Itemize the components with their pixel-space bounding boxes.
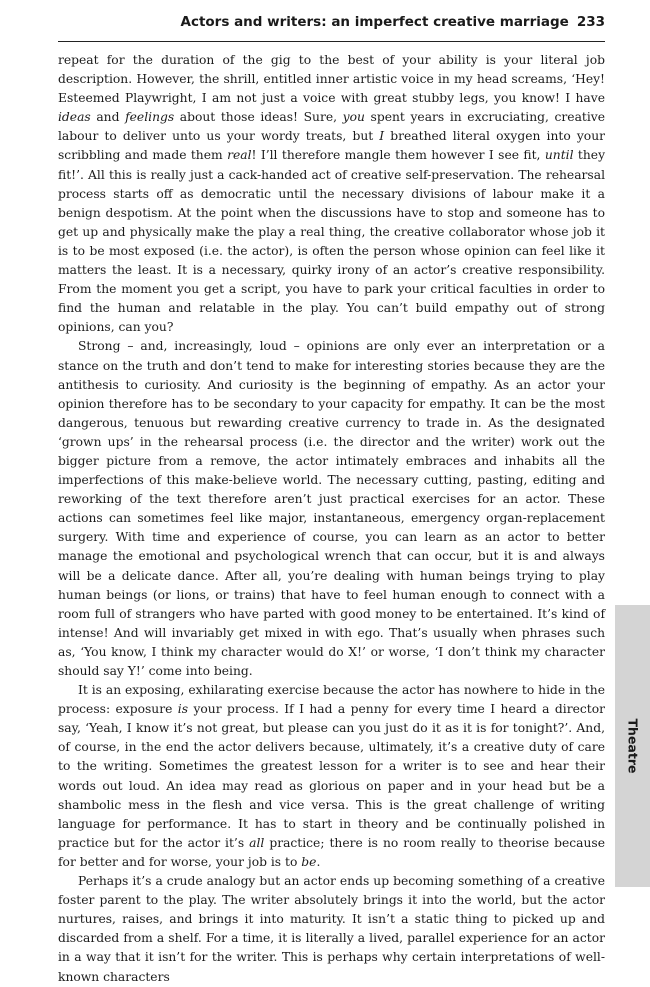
italic-text: is (177, 702, 189, 717)
paragraph (58, 337, 605, 681)
section-thumb-tab (615, 605, 650, 887)
italic-text: you (342, 110, 365, 125)
text-run: repeat for the duration of the gig to the best of your ability is your literal job description. However, the shrill, entitled inner artistic voice in my head screams, ‘Hey! Esteemed Playwright, I am not just a voice with great stubby legs, you know! I have (58, 53, 605, 106)
text-run: practice; there is no room really to theorise because for better and for worse, your job is to (58, 835, 605, 869)
text-run: It is an exposing, exhilarating exercise because the actor has nowhere to hide in the process: exposure (58, 683, 605, 717)
text-run: Strong – and, increasingly, loud – opinions are only ever an interpretation or a stance on the truth and don’t tend to make for interesting stories because they are the antithesis to curiosity. And curiosity is the beginning of empathy. As an actor your opinion therefore has to be secondary to your capacity for empathy. It can be the most dangerous, tenuous but rewarding creative currency to trade in. As the designated ‘grown ups’ in the rehearsal process (i.e. the director and the writer) work out the bigger picture from a remove, the actor intimately embraces and inhabits all the imperfections of this make-believe world. The necessary cutting, pasting, editing and reworking of the text therefore aren’t just practical exercises for an actor. These actions can sometimes feel like major, instantaneous, emergency organ-replacement surgery. With time and experience of course, you can learn as an actor to better manage the emotional and psychological wrench that can occur, but it is and always will be a delicate dance. After all, you’re dealing with human beings trying to play human beings (or lions, or trains) that have to feel human enough to connect with a room full of strangers who have parted with good money to be entertained. It’s kind of intense! And will invariably get mixed in with ego. That’s usually when phrases such as, ‘You know, I think my character would do X!’ or worse, ‘I don’t think my character should say Y!’ come into being. (58, 339, 605, 678)
section-label: Theatre (625, 718, 640, 774)
text-run: they fit!’. All this is really just a cack-handed act of creative self-preservation. The rehearsal process starts off as democratic until the necessary divisions of labour make it a benign despotism. At the point when the discussions have to stop and someone has to get up and physically make the play a real thing, the creative collaborator whose job it is to be most exposed (i.e. the actor), is often the person whose opinion can feel like it matters the least. It is a necessary, quirky irony of an actor’s creative responsibility. From the moment you get a script, you have to park your critical faculties in order to find the human and relatable in the play. You can’t build empathy out of strong opinions, can you? (58, 148, 606, 335)
chapter-title: Actors and writers: an imperfect creative marriage (180, 14, 569, 30)
italic-text: I (379, 129, 385, 144)
header-rule (58, 41, 605, 42)
italic-text: feelings (125, 110, 175, 125)
text-run: breathed literal oxygen into your scribbling and made them (58, 129, 605, 163)
page-number: 233 (576, 14, 605, 30)
text-run: and (90, 110, 126, 125)
italic-text: until (544, 148, 574, 163)
text-run: ! I’ll therefore mangle them however I see fit, (251, 148, 545, 163)
body-text (58, 51, 605, 987)
running-head (58, 14, 605, 30)
text-run: . (316, 854, 321, 869)
text-run: Perhaps it’s a crude analogy but an actor ends up becoming something of a creative foster parent to the play. The writer absolutely brings it into the world, but the actor nurtures, raises, and brings it into maturity. It isn’t a static thing to picked up and discarded from a shelf. For a time, it is literally a lived, parallel experience for an actor in a way that it isn’t for the writer. This is perhaps why certain interpretations of well-known characters (58, 874, 605, 984)
paragraph (58, 872, 605, 987)
italic-text: ideas (58, 110, 91, 125)
text-run: about those ideas! Sure, (174, 110, 343, 125)
italic-text: real (227, 148, 252, 163)
italic-text: be (301, 854, 317, 869)
text-run: your process. If I had a penny for every time I heard a director say, ‘Yeah, I know it’s not great, but please can you just do it as it is for tonight?’. And, of course, in the end the actor delivers because, ultimately, it’s a creative duty of care to the writing. Sometimes the greatest lesson for a writer is to see and hear their words out loud. An idea may read as glorious on paper and in your head but be a shambolic mess in the flesh and vice versa. This is the great challenge of writing language for performance. It has to start in theory and be continually polished in practice but for the actor it’s (58, 702, 605, 850)
paragraph (58, 681, 605, 872)
italic-text: all (249, 835, 265, 850)
paragraph (58, 51, 605, 337)
text-run: spent years in excruciating, creative labour to deliver unto us your wordy treats, but (58, 110, 605, 144)
